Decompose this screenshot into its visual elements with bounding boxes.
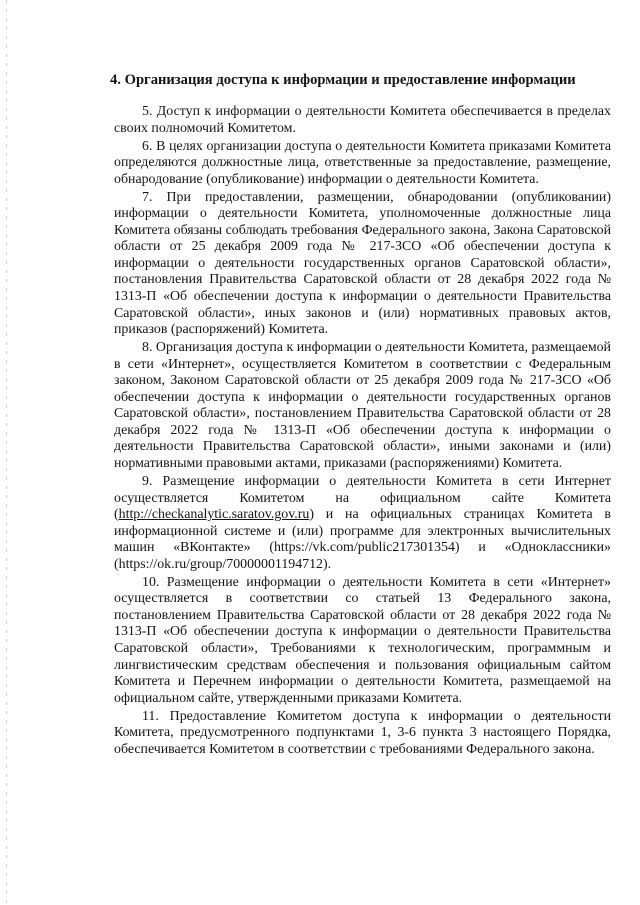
paragraph-11: 11. Предоставление Комитетом доступа к информации о деятельности Комитета, предусмотренного подпунктами 1, 3-6 пункта 3 настоящего Порядка, обеспечивается Комитетом в соответствии с требованиями Федерального закона.: [114, 708, 611, 757]
committee-site-link[interactable]: http://checkanalytic.saratov.gov.ru: [118, 507, 310, 523]
paragraph-9: [114, 474, 611, 573]
paragraph-7: 7. При предоставлении, размещении, обнародовании (опубликовании) информации о деятельности Комитета, уполномоченные должностные лица Комитета обязаны соблюдать требования Федерального закона, Закона Саратовской области от 25 декабря 2009 года № 217-ЗСО «Об обеспечении доступа к информации о деятельности государственных органов Саратовской области», постановления Правительства Саратовской области от 28 декабря 2022 года № 1313-П «Об обеспечении доступа к информации о деятельности Правительства Саратовской области», иных законов и (или) нормативных правовых актов, приказов (распоряжений) Комитета.: [114, 189, 611, 338]
paragraph-8: 8. Организация доступа к информации о деятельности Комитета, размещаемой в сети «Интернет», осуществляется Комитетом в соответствии с Федеральным законом, Законом Саратовской области от 25 декабря 2009 года № 217-ЗСО «Об обеспечении доступа к информации о деятельности государственных органов Саратовской области», постановлением Правительства Саратовской области от 28 декабря 2022 года № 1313-П «Об обеспечении доступа к информации о деятельности Правительства Саратовской области», иными законами и (или) нормативными правовыми актами, приказами (распоряжениями) Комитета.: [114, 340, 611, 471]
paragraph-9-text-start: 9. Размещение информации о деятельности Комитета в сети Интернет осуществляется Комитетом на официальном сайте Комитета (: [114, 474, 611, 523]
paragraph-5: 5. Доступ к информации о деятельности Комитета обеспечивается в пределах своих полномочий Комитетом.: [114, 104, 611, 136]
paragraph-10: 10. Размещение информации о деятельности Комитета в сети «Интернет» осуществляется в соответствии со статьей 13 Федерального закона, постановлением Правительства Саратовской области от 28 декабря 2022 года № 1313-П «Об обеспечении доступа к информации о деятельности Правительства Саратовской области», Требованиями к технологическим, программным и лингвистическим средствам обеспечения и пользования официальным сайтом Комитета и Перечнем информации о деятельности Комитета, размещаемой на официальном сайте, утвержденными приказами Комитета.: [114, 574, 611, 706]
scan-edge-line: [6, 0, 7, 905]
paragraph-9-text-end: ) и на официальных страницах Комитета в информационной системе и (или) программе для электронных вычислительных машин «ВКонтакте» (https://vk.com/public217301354) и «Одноклассники» (https://ok.ru/group/70000001194712).: [114, 507, 611, 572]
document-body: [114, 104, 611, 758]
paragraph-6: 6. В целях организации доступа о деятельности Комитета приказами Комитета определяются должностные лица, ответственные за предоставление, размещение, обнародование (опубликование) информации о деятельности Комитета.: [114, 138, 611, 187]
section-heading: 4. Организация доступа к информации и предоставление информации: [110, 72, 576, 88]
